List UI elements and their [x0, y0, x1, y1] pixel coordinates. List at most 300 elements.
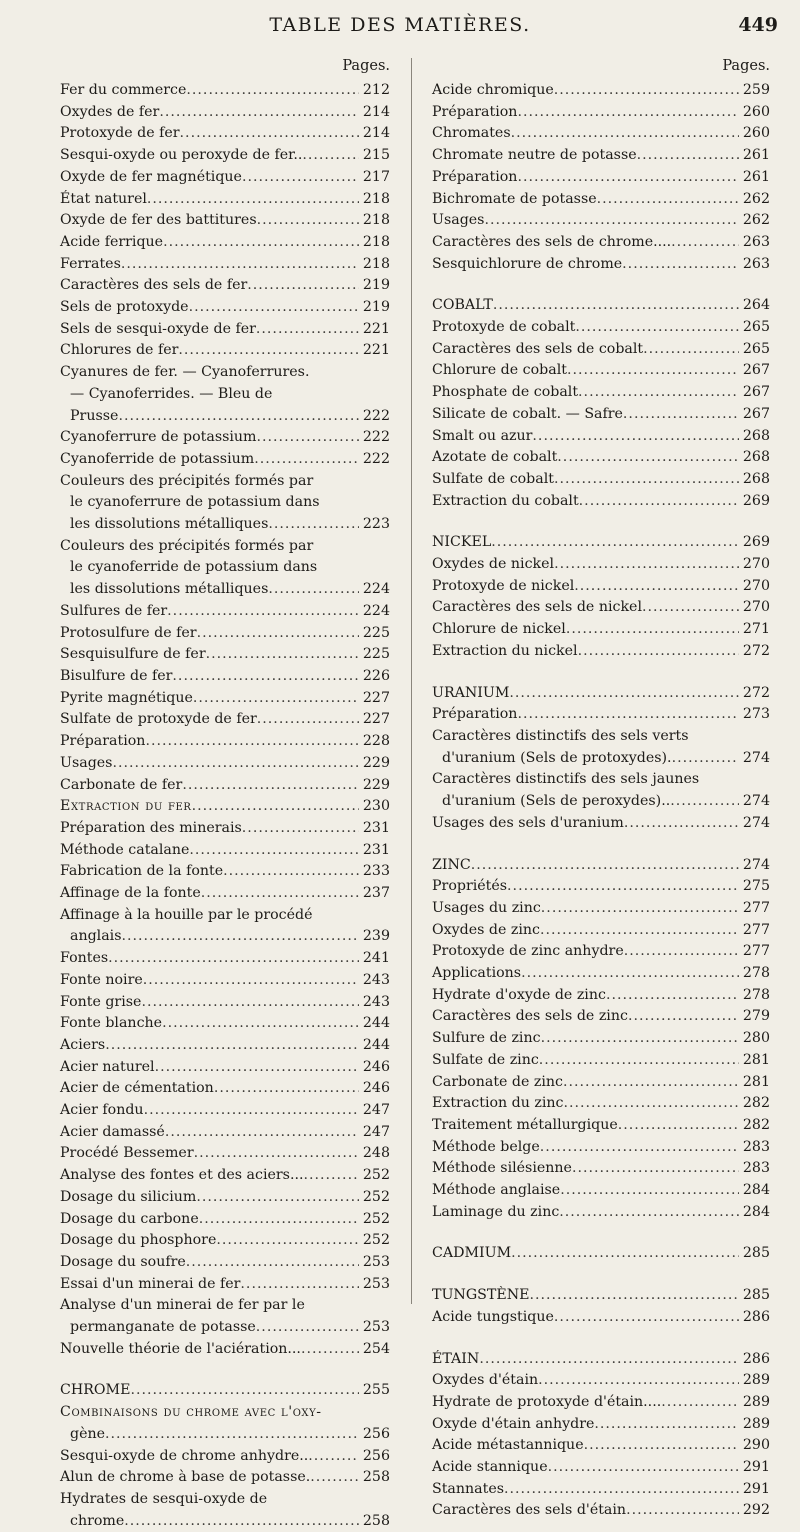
entry-page: 254 [362, 1340, 390, 1357]
toc-entry [432, 597, 770, 619]
toc-entry [60, 818, 390, 840]
entry-title: Protoxyde de zinc anhydre [432, 943, 624, 960]
entry-title: Dosage du phosphore [60, 1232, 217, 1249]
dot-leader [254, 449, 359, 471]
entry-line [60, 992, 390, 1014]
toc-entry [432, 1285, 770, 1307]
toc-entry [432, 1180, 770, 1202]
entry-line [432, 102, 770, 124]
entry-line [60, 1100, 390, 1122]
entry-title: Dosage du soufre [60, 1253, 186, 1270]
toc-entry [60, 1489, 390, 1532]
entry-line [60, 80, 390, 102]
dot-leader [637, 145, 739, 167]
entry-title: Nouvelle théorie de l'aciération... [60, 1340, 301, 1357]
dot-leader [567, 360, 739, 382]
toc-entry [60, 275, 390, 297]
entry-title: Acier de cémentation [60, 1080, 214, 1097]
entry-title: Oxydes de nickel [432, 556, 555, 573]
entry-title: Laminage du zinc [432, 1203, 560, 1220]
entry-line [60, 297, 390, 319]
entry-title: Oxydes d'étain [432, 1372, 539, 1389]
entry-title: Protosulfure de fer [60, 624, 197, 641]
entry-title: Sels de protoxyde [60, 299, 189, 316]
entry-line [60, 1339, 390, 1361]
entry-line [60, 1274, 390, 1296]
entry-title: Cyanures de fer. — Cyanoferrures. [60, 364, 310, 381]
toc-entry [60, 1100, 390, 1122]
entry-page: 285 [742, 1245, 770, 1262]
entry-title: Caractères des sels de nickel [432, 599, 642, 616]
entry-title: Chlorure de nickel [432, 621, 566, 638]
entry-page: 279 [742, 1008, 770, 1025]
entry-page: 262 [742, 212, 770, 229]
dot-leader [511, 123, 739, 145]
entry-line [432, 167, 770, 189]
entry-line [432, 404, 770, 426]
dot-leader [186, 1252, 359, 1274]
toc-entry [60, 1013, 390, 1035]
toc-entry [432, 1392, 770, 1414]
entry-title: Oxydes de fer [60, 103, 160, 120]
entry-line [432, 1050, 770, 1072]
entry-line [60, 1380, 390, 1402]
entry-line [432, 1202, 770, 1224]
toc-entry [432, 102, 770, 124]
entry-title: Sulfate de cobalt [432, 470, 554, 487]
toc-entry [432, 726, 770, 769]
toc-entry [432, 1072, 770, 1094]
entry-page: 247 [362, 1123, 390, 1140]
entry-line [60, 709, 390, 731]
entry-line [60, 970, 390, 992]
entry-title: Caractères des sels de fer [60, 277, 248, 294]
dot-leader [541, 1028, 739, 1050]
entry-title: État naturel [60, 190, 147, 207]
entry-title: Méthode anglaise [432, 1182, 561, 1199]
entry-line [432, 295, 770, 317]
toc-entry [432, 1500, 770, 1522]
toc-entry [60, 427, 390, 449]
entry-line [432, 210, 770, 232]
entry-page: 252 [362, 1167, 390, 1184]
toc-entry [60, 753, 390, 775]
dot-leader [257, 709, 359, 731]
entry-title: Sesqui-oxyde de chrome anhydre.. [60, 1447, 309, 1464]
entry-line [432, 791, 770, 813]
entry-title: Caractères des sels d'étain [432, 1502, 627, 1519]
entry-page: 272 [742, 642, 770, 659]
toc-entry [432, 532, 770, 554]
entry-page: 277 [742, 943, 770, 960]
entry-page: 263 [742, 233, 770, 250]
entry-title: Procédé Bessemer [60, 1145, 194, 1162]
entry-line [60, 1446, 390, 1468]
entry-title: Extraction du fer [60, 798, 192, 815]
entry-title: Sesquichlorure de chrome [432, 255, 623, 272]
entry-page: 218 [362, 255, 390, 272]
entry-line [60, 232, 390, 254]
dot-leader [554, 469, 739, 491]
dot-leader [223, 861, 359, 883]
entry-page: 244 [362, 1036, 390, 1053]
entry-page: 278 [742, 965, 770, 982]
dot-leader [563, 1072, 739, 1094]
entry-title: Traitement métallurgique [432, 1116, 618, 1133]
entry-line [60, 731, 390, 753]
entry-page: 243 [362, 971, 390, 988]
toc-entry [60, 883, 390, 905]
entry-page: 227 [362, 711, 390, 728]
toc-entry [432, 1006, 770, 1028]
entry-title: Méthode belge [432, 1138, 540, 1155]
dot-leader [554, 554, 739, 576]
dot-leader [310, 1467, 359, 1489]
toc-entry [60, 1230, 390, 1252]
dot-leader [566, 619, 739, 641]
dot-leader [143, 970, 359, 992]
entry-page: 262 [742, 190, 770, 207]
entry-title: Sulfures de fer [60, 602, 168, 619]
entry-title: Oxydes de zinc [432, 921, 540, 938]
dot-leader [165, 1122, 359, 1144]
entry-title: Acier damassé [60, 1123, 165, 1140]
dot-leader [268, 514, 359, 536]
entry-page: 218 [362, 233, 390, 250]
dot-leader [559, 1202, 739, 1224]
toc-entry [60, 189, 390, 211]
entry-line [432, 1158, 770, 1180]
toc-left-column [60, 58, 390, 1532]
toc-entry [60, 775, 390, 797]
dot-leader [504, 1479, 739, 1501]
dot-leader [521, 963, 739, 985]
entry-title-continued: le cyanoferride de potassium dans [70, 559, 318, 576]
entry-title: Chromate neutre de potasse [432, 147, 637, 164]
entry-line [432, 80, 770, 102]
entry-line [432, 491, 770, 513]
toc-entry [60, 254, 390, 276]
entry-title: Extraction du cobalt [432, 492, 579, 509]
dot-leader [197, 623, 359, 645]
entry-page: 261 [742, 147, 770, 164]
dot-leader [618, 1115, 739, 1137]
entry-page: 269 [742, 492, 770, 509]
entry-title: Protoxyde de fer [60, 125, 180, 142]
entry-page: 270 [742, 599, 770, 616]
dot-leader [189, 297, 359, 319]
toc-entry [432, 769, 770, 812]
section-gap [432, 275, 770, 295]
dot-leader [671, 232, 739, 254]
entry-title: Applications [432, 965, 522, 982]
entry-line [432, 1006, 770, 1028]
entry-title: COBALT [432, 297, 493, 314]
entry-page: 264 [742, 297, 770, 314]
entry-page: 221 [362, 342, 390, 359]
entry-title: Protoxyde de nickel [432, 577, 575, 594]
toc-right-column [432, 58, 770, 1522]
entry-page: 215 [362, 147, 390, 164]
entry-title-continued: — Cyanoferrides. — Bleu de [70, 385, 273, 402]
entry-title-last-line: d'uranium (Sels de peroxydes).. [442, 793, 671, 810]
dot-leader [572, 1158, 739, 1180]
entry-line [60, 1143, 390, 1165]
entry-page: 268 [742, 427, 770, 444]
entry-page: 274 [742, 749, 770, 766]
entry-title: Cyanoferrure de potassium [60, 429, 257, 446]
entry-line [60, 796, 390, 818]
dot-leader [242, 818, 359, 840]
entry-page: 225 [362, 646, 390, 663]
entry-title-last-line: gène [70, 1425, 106, 1442]
entry-line [60, 254, 390, 276]
entry-title: Caractères distinctifs des sels jaunes [432, 771, 700, 788]
entry-title: Acide chromique [432, 82, 554, 98]
entry-page: 286 [742, 1308, 770, 1325]
toc-entry [60, 1339, 390, 1361]
toc-entry [60, 905, 390, 948]
dot-leader [118, 406, 358, 428]
dot-leader [626, 1500, 739, 1522]
entry-page: 285 [742, 1287, 770, 1304]
toc-entry [60, 796, 390, 818]
entry-title: Fer du commerce [60, 82, 187, 98]
toc-entry [60, 167, 390, 189]
entry-line [432, 123, 770, 145]
toc-entry [432, 404, 770, 426]
toc-entry [60, 1295, 390, 1338]
dot-leader [540, 920, 739, 942]
entry-line [432, 748, 770, 770]
entry-page: 263 [742, 255, 770, 272]
toc-entry [60, 1122, 390, 1144]
toc-entry [432, 683, 770, 705]
entry-title: Caractères distinctifs des sels verts [432, 727, 689, 744]
entry-title: Analyse des fontes et des aciers... [60, 1167, 304, 1184]
section-gap [432, 1265, 770, 1285]
section-gap [432, 1223, 770, 1243]
entry-title: Oxyde d'étain anhydre [432, 1415, 595, 1432]
entry-title: Affinage de la fonte [60, 885, 201, 902]
toc-entry [432, 1028, 770, 1050]
dot-leader [628, 1006, 739, 1028]
entry-line [432, 145, 770, 167]
entry-line [432, 382, 770, 404]
dot-leader [214, 1078, 359, 1100]
toc-entry [432, 491, 770, 513]
toc-entry [60, 970, 390, 992]
toc-entry [60, 471, 390, 536]
toc-entry [432, 232, 770, 254]
entry-line [60, 818, 390, 840]
dot-leader [622, 254, 739, 276]
toc-entry [432, 576, 770, 598]
entry-line [60, 1317, 390, 1339]
entry-title: Sesquisulfure de fer [60, 646, 206, 663]
entry-page: 259 [742, 82, 770, 98]
toc-entry [60, 731, 390, 753]
dot-leader [606, 985, 739, 1007]
entry-page: 284 [742, 1203, 770, 1220]
dot-leader [155, 1057, 359, 1079]
toc-entry [60, 210, 390, 232]
toc-entry [60, 666, 390, 688]
dot-leader [491, 532, 739, 554]
entry-title: Propriétés [432, 878, 508, 895]
dot-leader [216, 1230, 359, 1252]
dot-leader [268, 579, 359, 601]
entry-page: 233 [362, 863, 390, 880]
entry-line [60, 688, 390, 710]
dot-leader [130, 1380, 358, 1402]
toc-entry [60, 340, 390, 362]
dot-leader [189, 840, 359, 862]
entry-line [60, 1467, 390, 1489]
toc-entry [432, 167, 770, 189]
dot-leader [574, 576, 739, 598]
toc-entry [432, 360, 770, 382]
dot-leader [124, 1511, 359, 1532]
entry-title: Phosphate de cobalt [432, 384, 579, 401]
entry-line [432, 576, 770, 598]
entry-line [432, 317, 770, 339]
toc-entry [432, 1093, 770, 1115]
entry-title: TUNGSTÈNE [432, 1287, 530, 1304]
toc-entry [60, 449, 390, 471]
entry-title: Azotate de cobalt [432, 449, 558, 466]
entry-title: Analyse d'un minerai de fer par le [60, 1297, 305, 1314]
entry-line [60, 1187, 390, 1209]
toc-entry [60, 536, 390, 601]
dot-leader [624, 941, 739, 963]
entry-title: Alun de chrome à base de potasse. [60, 1469, 311, 1486]
entry-title: Méthode catalane [60, 841, 190, 858]
entry-line [432, 1500, 770, 1522]
toc-entry [432, 554, 770, 576]
toc-entry [432, 447, 770, 469]
entry-line [60, 1078, 390, 1100]
entry-line [432, 1243, 770, 1265]
toc-entry [60, 232, 390, 254]
dot-leader [178, 340, 359, 362]
dot-leader [507, 876, 739, 898]
entry-page: 268 [742, 449, 770, 466]
entry-line [60, 861, 390, 883]
dot-leader [180, 123, 359, 145]
toc-entry [60, 102, 390, 124]
toc-entry [60, 688, 390, 710]
section-gap [432, 663, 770, 683]
entry-title: Acier naturel [60, 1058, 155, 1075]
entry-line [432, 641, 770, 663]
entry-title-continued: le cyanoferrure de potassium dans [70, 494, 320, 511]
entry-page: 271 [742, 621, 770, 638]
entry-page: 256 [362, 1447, 390, 1464]
entry-title: ÉTAIN [432, 1350, 480, 1367]
dot-leader [201, 883, 359, 905]
entry-line [60, 514, 390, 536]
entry-title: Smalt ou azur [432, 427, 533, 444]
entry-title-last-line: permanganate de potasse [70, 1319, 256, 1336]
entry-page: 265 [742, 319, 770, 336]
entry-line [432, 1349, 770, 1371]
entry-page: 277 [742, 899, 770, 916]
entry-page: 225 [362, 624, 390, 641]
entry-title: Dosage du carbone [60, 1210, 199, 1227]
dot-leader [240, 1274, 358, 1296]
entry-line [60, 948, 390, 970]
entry-page: 229 [362, 754, 390, 771]
dot-leader [257, 427, 359, 449]
dot-leader [560, 1180, 739, 1202]
entry-title: Préparation [432, 706, 518, 723]
entry-line [432, 813, 770, 835]
toc-entry [432, 813, 770, 835]
entry-page: 212 [362, 82, 390, 98]
entry-line [60, 579, 390, 601]
dot-leader [670, 791, 739, 813]
entry-title: Fontes [60, 950, 109, 967]
entry-page: 289 [742, 1415, 770, 1432]
toc-entry [432, 1349, 770, 1371]
entry-title: Extraction du nickel [432, 642, 578, 659]
entry-page: 253 [362, 1275, 390, 1292]
entry-page: 282 [742, 1116, 770, 1133]
dot-leader [147, 189, 359, 211]
entry-page: 222 [362, 407, 390, 424]
dot-leader [579, 491, 739, 513]
entry-page: 273 [742, 706, 770, 723]
entry-page: 255 [362, 1382, 390, 1399]
toc-entry [60, 1057, 390, 1079]
entry-page: 260 [742, 125, 770, 142]
toc-entry [432, 985, 770, 1007]
entry-title: NICKEL [432, 534, 492, 551]
entry-page: 241 [362, 950, 390, 967]
entry-line [60, 1230, 390, 1252]
entry-page: 284 [742, 1182, 770, 1199]
toc-entry [60, 319, 390, 341]
toc-entry [432, 1137, 770, 1159]
entry-line [60, 883, 390, 905]
dot-leader [517, 167, 738, 189]
entry-page: 267 [742, 362, 770, 379]
entry-title: Fonte grise [60, 993, 142, 1010]
dot-leader [517, 704, 738, 726]
entry-page: 230 [362, 798, 390, 815]
pages-column-heading: Pages. [342, 58, 390, 74]
entry-page: 261 [742, 168, 770, 185]
entry-line [432, 447, 770, 469]
entry-page: 222 [362, 450, 390, 467]
entry-page: 268 [742, 470, 770, 487]
entry-page: 283 [742, 1160, 770, 1177]
entry-title: Chlorures de fer [60, 342, 179, 359]
entry-title: Oxyde de fer des battitures [60, 212, 257, 229]
entry-line [60, 449, 390, 471]
entry-line [432, 469, 770, 491]
dot-leader [548, 1457, 739, 1479]
entry-line [60, 601, 390, 623]
entry-line [432, 1479, 770, 1501]
dot-leader [517, 102, 738, 124]
entry-title: Hydrate de protoxyde d'étain.... [432, 1393, 662, 1410]
toc-entry [432, 80, 770, 102]
dot-leader [141, 992, 358, 1014]
entry-line [432, 1028, 770, 1050]
entry-line [60, 1035, 390, 1057]
